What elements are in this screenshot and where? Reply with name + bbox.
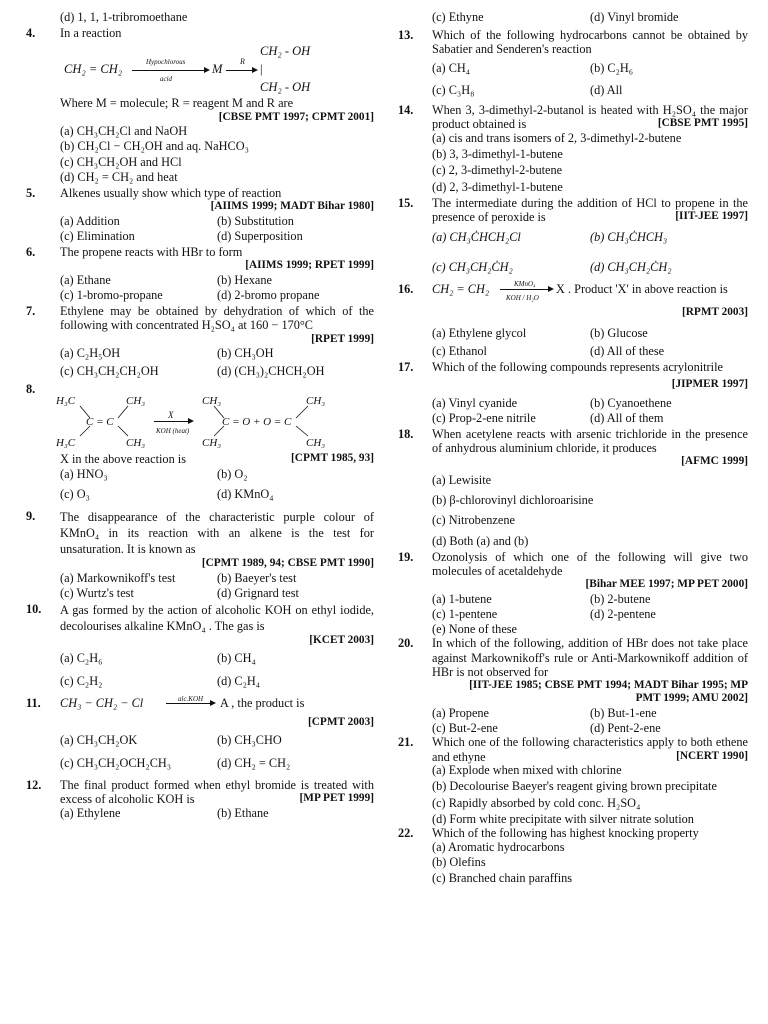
exam-source: [AIIMS 1999; MADT Bihar 1980] bbox=[210, 200, 374, 213]
question-18 bbox=[398, 427, 748, 548]
question-9 bbox=[26, 509, 374, 600]
exam-source: [CBSE PMT 1995] bbox=[657, 117, 748, 130]
option: (a) Ethylene glycol bbox=[432, 325, 527, 340]
question-number: 18. bbox=[398, 427, 414, 442]
options bbox=[60, 733, 374, 769]
question-number: 22. bbox=[398, 826, 414, 841]
options bbox=[60, 346, 374, 378]
reactant: CH₂ = CH₂ bbox=[432, 282, 490, 297]
question-stem: Ozonolysis of which one of the following will give two molecules of acetaldehyde bbox=[432, 549, 748, 578]
exam-source: [RPMT 2003] bbox=[682, 306, 748, 319]
option: (b) CH₃CHO bbox=[217, 733, 282, 748]
option: (d) Superposition bbox=[217, 228, 303, 243]
option: (b) Glucose bbox=[590, 325, 648, 340]
option: (c) Ethanol bbox=[432, 343, 487, 358]
methyl-group: CH₃ bbox=[126, 395, 146, 408]
question-stem: The disappearance of the characteristic purple colour of KMnO₄ in its reaction with an alkene is the test for unsaturation. It is known as bbox=[60, 510, 374, 557]
option: (b) Decolourise Baeyer's reagent giving brown precipitate bbox=[432, 779, 717, 794]
reagent-label: KMnO₄ bbox=[514, 280, 536, 289]
option: (d) CH₃CH₂ĊH₂ bbox=[590, 259, 672, 274]
options bbox=[60, 467, 374, 501]
option: (a) Aromatic hydrocarbons bbox=[432, 840, 565, 855]
option: (d) C₂H₄ bbox=[217, 673, 261, 688]
option: (c) 2, 3-dimethyl-2-butene bbox=[432, 163, 563, 178]
option: (a) Addition bbox=[60, 213, 120, 228]
ozonolysis-structure bbox=[56, 392, 374, 452]
question-stem: A gas formed by the action of alcoholic KOH on ethyl iodide, decolourises alkaline KMnO₄ . The gas is bbox=[60, 602, 374, 633]
question-stem: Which of the following has highest knocking property bbox=[432, 826, 699, 841]
option: (a) 1-butene bbox=[432, 591, 492, 606]
question-stem: In a reaction bbox=[60, 26, 122, 41]
option: (a) CH₄ bbox=[432, 60, 471, 75]
question-13 bbox=[398, 28, 748, 97]
option: (b) 3, 3-dimethyl-1-butene bbox=[432, 147, 563, 162]
exam-source: [JIPMER 1997] bbox=[671, 378, 748, 391]
option: (c) C₂H₂ bbox=[60, 673, 103, 688]
question-19 bbox=[398, 550, 748, 637]
methyl-group: CH₃ bbox=[202, 437, 222, 450]
exam-source: [IIT-JEE 1997] bbox=[675, 210, 748, 223]
options bbox=[432, 706, 748, 735]
option: (a) Vinyl cyanide bbox=[432, 395, 518, 410]
option: (a) Explode when mixed with chlorine bbox=[432, 763, 622, 778]
option: (b) Olefins bbox=[432, 855, 486, 870]
methyl-group: CH₃ bbox=[306, 437, 326, 450]
question-text: A , the product is bbox=[220, 695, 305, 710]
question-11 bbox=[26, 696, 374, 770]
reaction-arrow bbox=[132, 70, 208, 71]
exam-source: [CBSE PMT 1997; CPMT 2001] bbox=[218, 110, 374, 123]
option: (b) CH₃OH bbox=[217, 346, 274, 361]
option: (c) But-2-ene bbox=[432, 721, 498, 736]
option: (d) Form white precipitate with silver nitrate solution bbox=[432, 811, 694, 826]
option: (c) C₃H₈ bbox=[432, 82, 475, 97]
option: (c) 1-bromo-propane bbox=[60, 287, 163, 302]
question-stem bbox=[432, 280, 748, 303]
question-number: 5. bbox=[26, 185, 36, 200]
question-stem: The intermediate during the addition of HCl to propene in the presence of peroxide is bbox=[432, 195, 748, 224]
option: (d) All of them bbox=[590, 410, 664, 425]
question-5 bbox=[26, 186, 374, 243]
option: (c) Elimination bbox=[60, 228, 135, 243]
option: (a) cis and trans isomers of 2, 3-dimethyl-2-butene bbox=[432, 130, 682, 145]
reaction-arrow bbox=[154, 421, 192, 422]
options bbox=[432, 396, 748, 425]
option: (c) CH₃CH₂CH₂OH bbox=[60, 364, 159, 379]
option: (a) CH₃ĊHCH₂Cl bbox=[432, 229, 521, 244]
question-number: 14. bbox=[398, 103, 414, 118]
options bbox=[60, 651, 374, 687]
option: (b) O₂ bbox=[217, 466, 248, 481]
option: (b) CH₄ bbox=[217, 651, 256, 666]
option: (c) Prop-2-ene nitrile bbox=[432, 410, 536, 425]
exam-source: [IIT-JEE 1985; CBSE PMT 1994; MADT Bihar 1995; MP PMT 1999; AMU 2002] bbox=[469, 678, 748, 705]
question-text: X . Product 'X' in above reaction is bbox=[556, 282, 728, 297]
reagent-label: alc.KOH bbox=[178, 694, 204, 703]
methyl-group: CH₃ bbox=[126, 437, 146, 450]
question-number: 4. bbox=[26, 26, 36, 41]
option: (c) Wurtz's test bbox=[60, 585, 134, 600]
option: (d) 2-pentene bbox=[590, 606, 656, 621]
question-stem: Which of the following hydrocarbons cannot be obtained by Sabatier and Senderen's reaction bbox=[432, 28, 748, 57]
option: (d) 1, 1, 1-tribromoethane bbox=[60, 10, 188, 24]
option: (c) O₃ bbox=[60, 486, 90, 501]
options bbox=[60, 124, 374, 184]
question-14 bbox=[398, 103, 748, 194]
question-stem: When acetylene reacts with arsenic trichloride in the presence of anhydrous aluminium chloride, it produces bbox=[432, 427, 748, 456]
question-number: 12. bbox=[26, 777, 42, 792]
exam-source: [NCERT 1990] bbox=[676, 749, 748, 762]
question-stem: The propene reacts with HBr to form bbox=[60, 245, 243, 260]
options bbox=[432, 230, 748, 274]
reagent-label: acid bbox=[160, 75, 173, 84]
option: (d) Pent-2-ene bbox=[590, 721, 661, 736]
option: (d) Grignard test bbox=[217, 585, 299, 600]
question-12-tail bbox=[398, 10, 748, 24]
question-17 bbox=[398, 360, 748, 425]
question-number: 21. bbox=[398, 735, 414, 750]
options bbox=[60, 571, 374, 600]
question-20 bbox=[398, 636, 748, 735]
question-text: The final product formed when ethyl bromide is treated with excess of alcoholic KOH is bbox=[60, 777, 374, 806]
options bbox=[432, 592, 748, 637]
question-stem: Which one of the following characteristics apply to both ethene and ethyne bbox=[432, 735, 748, 764]
option: (c) Branched chain paraffins bbox=[432, 870, 573, 885]
question-number: 17. bbox=[398, 359, 414, 374]
option: (b) CH₃ĊHCH₃ bbox=[590, 229, 668, 244]
question-stem: Ethylene may be obtained by dehydration of which of the following with concentrated H₂SO₄ at 160 − 170°C bbox=[60, 304, 374, 333]
reaction-arrow bbox=[166, 703, 214, 704]
question-number: 15. bbox=[398, 195, 414, 210]
option: (a) Markownikoff's test bbox=[60, 570, 176, 585]
question-10 bbox=[26, 602, 374, 688]
option: (a) Lewisite bbox=[432, 472, 492, 487]
options bbox=[432, 61, 748, 97]
option: (b) But-1-ene bbox=[590, 705, 657, 720]
options bbox=[432, 763, 748, 826]
option: (a) CH₃CH₂OK bbox=[60, 733, 138, 748]
option: (c) CH₃CH₂ĊH₂ bbox=[432, 259, 513, 274]
option: (c) CH₃CH₂OH and HCl bbox=[60, 154, 182, 169]
options bbox=[60, 806, 374, 820]
option: (d) KMnO₄ bbox=[217, 486, 274, 501]
question-stem: Alkenes usually show which type of reaction bbox=[60, 185, 282, 200]
question-number: 19. bbox=[398, 549, 414, 564]
exam-source: [AIIMS 1999; RPET 1999] bbox=[245, 259, 374, 272]
option: (d) (CH₃)₂CHCH₂OH bbox=[217, 364, 325, 379]
question-21 bbox=[398, 735, 748, 826]
question-note: Where M = molecule; R = reagent M and R are bbox=[60, 96, 294, 111]
option: (d) All of these bbox=[590, 343, 665, 358]
question-number: 20. bbox=[398, 636, 414, 651]
options bbox=[60, 273, 374, 302]
product-top: CH₂ - OH bbox=[260, 44, 311, 59]
option: (b) C₂H₆ bbox=[590, 60, 634, 75]
exam-source: [Bihar MEE 1997; MP PET 2000] bbox=[585, 578, 748, 591]
option: (b) Hexane bbox=[217, 272, 272, 287]
question-3-tail bbox=[26, 10, 374, 24]
reaction-arrow bbox=[500, 289, 552, 290]
reagent-label: KOH / H₂O bbox=[506, 294, 539, 303]
option: (d) CH₂ = CH₂ and heat bbox=[60, 169, 178, 184]
option: (a) HNO₃ bbox=[60, 466, 108, 481]
reactant: CH₃ − CH₂ − Cl bbox=[60, 695, 144, 710]
question-number: 8. bbox=[26, 382, 36, 397]
option: (a) Ethane bbox=[60, 272, 111, 287]
options bbox=[432, 10, 748, 24]
methyl-group: H₃C bbox=[56, 395, 76, 408]
options bbox=[432, 840, 748, 885]
reaction-arrow bbox=[226, 70, 256, 71]
option: (c) Ethyne bbox=[432, 10, 484, 24]
question-22 bbox=[398, 826, 748, 885]
question-16 bbox=[398, 282, 748, 358]
reagent-label: X bbox=[168, 410, 174, 421]
exam-source: [CPMT 1985, 93] bbox=[291, 452, 374, 465]
question-12 bbox=[26, 778, 374, 821]
question-stem: In which of the following, addition of HBr does not take place against Markownikoff's rule or Anti-Markownikoff addition of HBr is not observed for bbox=[432, 636, 748, 679]
question-number: 7. bbox=[26, 304, 36, 319]
option: (b) Baeyer's test bbox=[217, 570, 297, 585]
question-15 bbox=[398, 196, 748, 274]
question-number: 9. bbox=[26, 509, 36, 524]
exam-source: [KCET 2003] bbox=[309, 633, 374, 646]
left-column bbox=[26, 10, 374, 820]
intermediate: M bbox=[212, 62, 223, 77]
option: (d) All bbox=[590, 82, 623, 97]
options bbox=[432, 326, 748, 358]
option: (b) β-chlorovinyl dichloroarisine bbox=[432, 493, 594, 508]
reactant: CH₂ = CH₂ bbox=[64, 62, 123, 77]
option: (d) 2, 3-dimethyl-1-butene bbox=[432, 179, 563, 194]
reaction-equation bbox=[60, 40, 374, 96]
option: (d) Vinyl bromide bbox=[590, 10, 679, 24]
reagent-label: KOH (heat) bbox=[156, 427, 190, 436]
question-4 bbox=[26, 26, 374, 184]
reagent-label: R bbox=[240, 57, 245, 67]
bracket: | bbox=[260, 62, 263, 77]
option: (b) Ethane bbox=[217, 806, 269, 821]
options bbox=[432, 131, 748, 194]
reagent-label: Hypochlorous bbox=[146, 58, 186, 67]
question-text: When 3, 3-dimethyl-2-butanol is heated with H₂SO₄ the major product obtained is bbox=[432, 103, 748, 132]
question-6 bbox=[26, 245, 374, 302]
methyl-group: CH₃ bbox=[202, 395, 222, 408]
options bbox=[60, 214, 374, 243]
question-stem: Which of the following compounds represents acrylonitrile bbox=[432, 359, 723, 374]
exam-source: [AFMC 1999] bbox=[681, 455, 748, 468]
question-7 bbox=[26, 304, 374, 378]
double-bond: C = C bbox=[86, 416, 114, 429]
question-number: 13. bbox=[398, 28, 414, 43]
option: (e) None of these bbox=[432, 622, 518, 637]
option: (c) 1-pentene bbox=[432, 606, 498, 621]
product-bottom: CH₂ - OH bbox=[260, 80, 311, 95]
option: (b) Cyanoethene bbox=[590, 395, 672, 410]
option: (b) CH₂Cl − CH₂OH and aq. NaHCO₃ bbox=[60, 139, 249, 154]
question-stem: X in the above reaction is bbox=[60, 452, 187, 467]
option: (d) 2-bromo propane bbox=[217, 287, 320, 302]
question-stem bbox=[60, 778, 374, 806]
exam-source: [MP PET 1999] bbox=[299, 791, 374, 804]
option: (a) CH₃CH₂Cl and NaOH bbox=[60, 124, 188, 139]
exam-source: [CPMT 2003] bbox=[308, 715, 374, 728]
option: (c) CH₃CH₂OCH₂CH₃ bbox=[60, 755, 172, 770]
option: (a) Ethylene bbox=[60, 806, 121, 821]
exam-source: [CPMT 1989, 94; CBSE PMT 1990] bbox=[201, 557, 374, 570]
option: (a) C₂H₆ bbox=[60, 651, 103, 666]
methyl-group: H₃C bbox=[56, 437, 76, 450]
question-number: 6. bbox=[26, 245, 36, 260]
question-8 bbox=[26, 382, 374, 501]
option: (a) C₂H₅OH bbox=[60, 346, 121, 361]
question-number: 11. bbox=[26, 695, 41, 710]
option: (a) Propene bbox=[432, 705, 490, 720]
option: (b) 2-butene bbox=[590, 591, 651, 606]
option: (c) Nitrobenzene bbox=[432, 513, 515, 528]
product-mid: C = O + O = C bbox=[222, 416, 292, 429]
options bbox=[432, 473, 748, 548]
option: (d) Both (a) and (b) bbox=[432, 533, 529, 548]
question-number: 10. bbox=[26, 601, 42, 616]
methyl-group: CH₃ bbox=[306, 395, 326, 408]
question-stem bbox=[60, 696, 374, 712]
question-number: 16. bbox=[398, 282, 414, 297]
option: (d) CH₂ = CH₂ bbox=[217, 755, 291, 770]
right-column bbox=[398, 10, 748, 885]
option: (c) Rapidly absorbed by cold conc. H₂SO₄ bbox=[432, 795, 641, 810]
option: (b) Substitution bbox=[217, 213, 294, 228]
exam-source: [RPET 1999] bbox=[311, 332, 374, 345]
